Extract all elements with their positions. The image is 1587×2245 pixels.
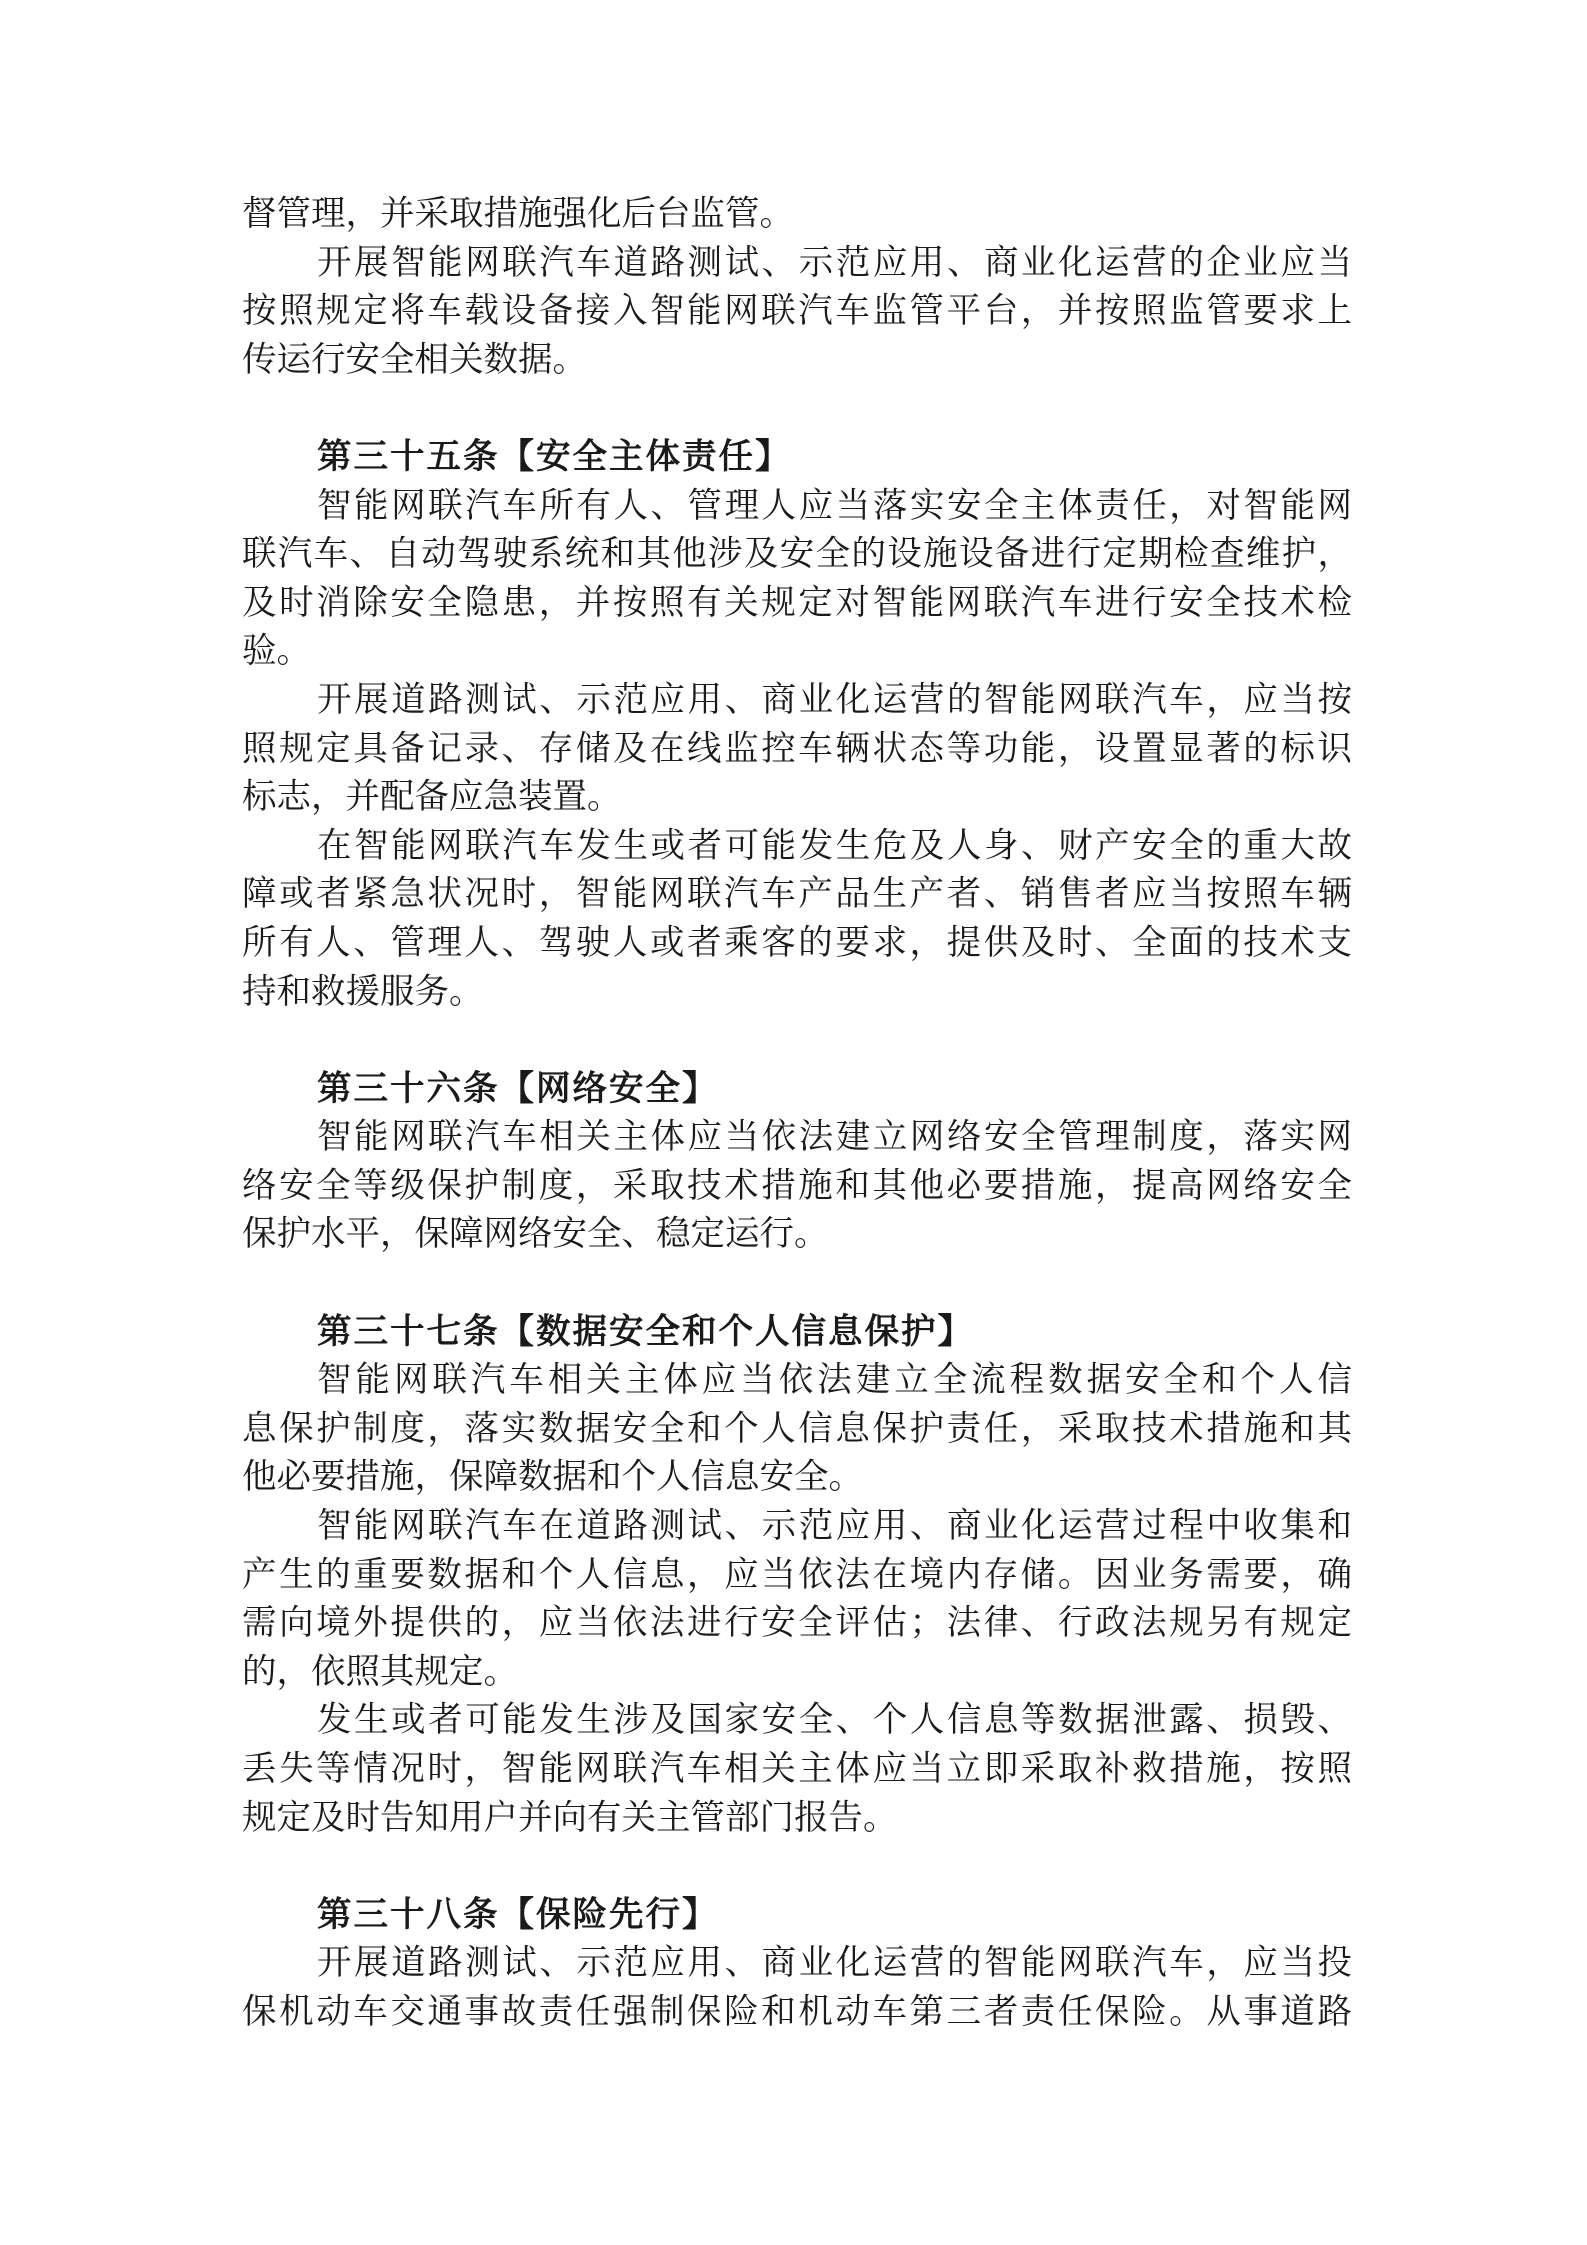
text-line: 持和救援服务。 <box>242 971 484 1012</box>
document-body <box>242 190 1352 2037</box>
text-line: 照规定具备记录、存储及在线监控车辆状态等功能，设置显著的标识 <box>242 728 1352 769</box>
text-line: 丢失等情况时，智能网联汽车相关主体应当立即采取补救措施，按照 <box>242 1749 1352 1789</box>
spacer <box>242 1259 1352 1308</box>
text-line: 息保护制度，落实数据安全和个人信息保护责任，采取技术措施和其 <box>242 1408 1352 1449</box>
text-line: 智能网联汽车所有人、管理人应当落实安全主体责任，对智能网 <box>317 485 1352 526</box>
text-line: 障或者紧急状况时，智能网联汽车产品生产者、销售者应当按照车辆 <box>242 874 1352 915</box>
text-line: 络安全等级保护制度，采取技术措施和其他必要措施，提高网络安全 <box>242 1165 1352 1206</box>
text-line: 开展智能网联汽车道路测试、示范应用、商业化运营的企业应当 <box>317 242 1352 283</box>
text-line: 标志，并配备应急装置。 <box>242 777 622 818</box>
text-line: 他必要措施，保障数据和个人信息安全。 <box>242 1457 863 1498</box>
text-line: 联汽车、自动驾驶系统和其他涉及安全的设施设备进行定期检查维护， <box>242 534 1352 575</box>
text-line: 开展道路测试、示范应用、商业化运营的智能网联汽车，应当按 <box>317 679 1352 720</box>
text-line: 智能网联汽车在道路测试、示范应用、商业化运营过程中收集和 <box>317 1506 1352 1547</box>
article-heading-36: 第三十六条【网络安全】 <box>317 1068 719 1109</box>
text-line: 督管理，并采取措施强化后台监管。 <box>242 194 794 234</box>
text-line: 所有人、管理人、驾驶人或者乘客的要求，提供及时、全面的技术支 <box>242 922 1352 963</box>
text-line: 在智能网联汽车发生或者可能发生危及人身、财产安全的重大故 <box>317 825 1352 866</box>
spacer <box>242 1842 1352 1891</box>
article-heading-35: 第三十五条【安全主体责任】 <box>317 436 792 477</box>
spacer <box>242 384 1352 433</box>
text-line: 按照规定将车载设备接入智能网联汽车监管平台，并按照监管要求上 <box>242 291 1352 332</box>
text-line: 验。 <box>242 631 311 672</box>
spacer <box>242 1016 1352 1065</box>
text-line: 传运行安全相关数据。 <box>242 339 587 380</box>
text-line: 开展道路测试、示范应用、商业化运营的智能网联汽车，应当投 <box>317 1943 1352 1984</box>
text-line: 的，依照其规定。 <box>242 1651 518 1692</box>
article-heading-37: 第三十七条【数据安全和个人信息保护】 <box>317 1311 974 1352</box>
text-line: 发生或者可能发生涉及国家安全、个人信息等数据泄露、损毁、 <box>317 1700 1352 1741</box>
text-line: 保护水平，保障网络安全、稳定运行。 <box>242 1214 829 1255</box>
text-line: 及时消除安全隐患，并按照有关规定对智能网联汽车进行安全技术检 <box>242 582 1352 623</box>
article-heading-38: 第三十八条【保险先行】 <box>317 1894 719 1935</box>
text-line: 智能网联汽车相关主体应当依法建立全流程数据安全和个人信 <box>317 1360 1352 1401</box>
text-line: 保机动车交通事故责任强制保险和机动车第三者责任保险。从事道路 <box>242 1991 1352 2032</box>
text-line: 规定及时告知用户并向有关主管部门报告。 <box>242 1797 898 1838</box>
text-line: 需向境外提供的，应当依法进行安全评估；法律、行政法规另有规定 <box>242 1603 1352 1644</box>
text-line: 产生的重要数据和个人信息，应当依法在境内存储。因业务需要，确 <box>242 1554 1352 1595</box>
text-line: 智能网联汽车相关主体应当依法建立网络安全管理制度，落实网 <box>317 1117 1352 1158</box>
